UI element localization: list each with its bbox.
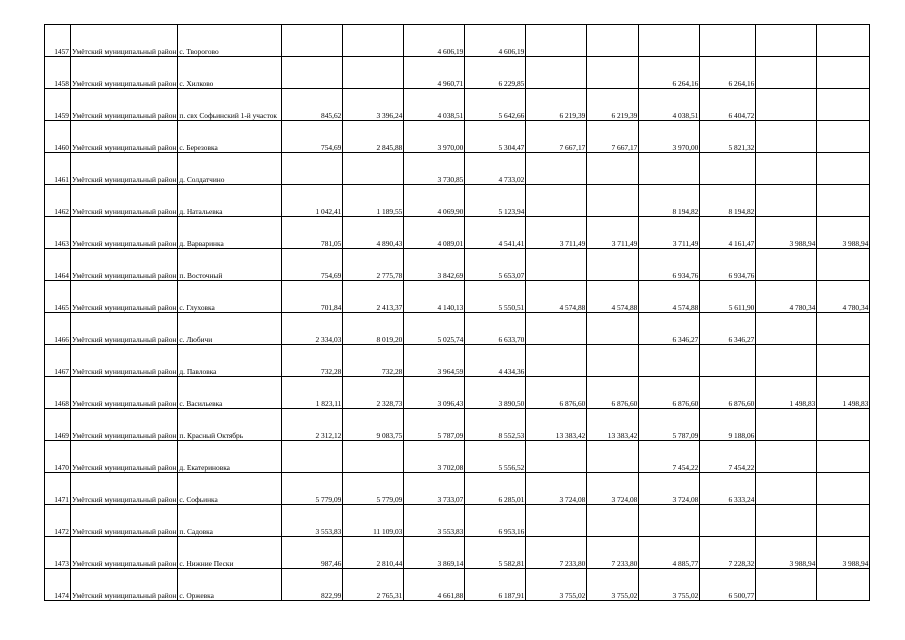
value-col-3: 5 025,74 — [404, 313, 465, 345]
value-col-6 — [587, 441, 639, 473]
value-col-3: 3 553,83 — [404, 505, 465, 537]
value-col-6 — [587, 313, 639, 345]
value-col-9: 4 780,34 — [756, 281, 817, 313]
value-col-5: 3 755,02 — [526, 569, 587, 601]
value-col-9 — [756, 249, 817, 281]
value-col-3: 4 069,90 — [404, 185, 465, 217]
value-col-9 — [756, 409, 817, 441]
table-row — [45, 473, 870, 505]
value-col-8: 8 194,82 — [700, 185, 756, 217]
value-col-6 — [587, 249, 639, 281]
value-col-7: 3 711,49 — [639, 217, 700, 249]
value-col-2 — [343, 25, 404, 57]
value-col-3: 3 869,14 — [404, 537, 465, 569]
value-col-8: 5 611,90 — [700, 281, 756, 313]
value-col-10 — [817, 57, 870, 89]
value-col-10 — [817, 153, 870, 185]
value-col-5 — [526, 57, 587, 89]
value-col-7 — [639, 153, 700, 185]
value-col-10 — [817, 569, 870, 601]
settlement-name: с. Глуховка — [178, 281, 282, 313]
table-row — [45, 185, 870, 217]
value-col-6: 6 219,39 — [587, 89, 639, 121]
row-number: 1457 — [45, 25, 71, 57]
value-col-2: 2 775,78 — [343, 249, 404, 281]
value-col-6 — [587, 185, 639, 217]
value-col-2: 2 765,31 — [343, 569, 404, 601]
value-col-8: 7 228,32 — [700, 537, 756, 569]
row-number: 1466 — [45, 313, 71, 345]
value-col-4: 8 552,53 — [465, 409, 526, 441]
value-col-7: 6 346,27 — [639, 313, 700, 345]
value-col-5 — [526, 345, 587, 377]
settlement-name: д. Солдатчино — [178, 153, 282, 185]
value-col-2: 4 890,43 — [343, 217, 404, 249]
value-col-7: 6 264,16 — [639, 57, 700, 89]
value-col-3: 3 842,69 — [404, 249, 465, 281]
row-number: 1468 — [45, 377, 71, 409]
value-col-7: 5 787,09 — [639, 409, 700, 441]
value-col-9: 3 988,94 — [756, 217, 817, 249]
value-col-3: 4 960,71 — [404, 57, 465, 89]
value-col-10: 3 988,94 — [817, 537, 870, 569]
value-col-8 — [700, 505, 756, 537]
value-col-2: 5 779,09 — [343, 473, 404, 505]
value-col-4: 5 653,07 — [465, 249, 526, 281]
value-col-2 — [343, 441, 404, 473]
row-number: 1469 — [45, 409, 71, 441]
district-name: Умётский муниципальный район — [71, 153, 178, 185]
value-col-2: 1 189,55 — [343, 185, 404, 217]
value-col-2 — [343, 153, 404, 185]
value-col-4: 5 556,52 — [465, 441, 526, 473]
value-col-3: 4 661,88 — [404, 569, 465, 601]
value-col-8: 6 346,27 — [700, 313, 756, 345]
row-number: 1464 — [45, 249, 71, 281]
value-col-3: 3 733,07 — [404, 473, 465, 505]
value-col-6: 3 755,02 — [587, 569, 639, 601]
value-col-5: 4 574,88 — [526, 281, 587, 313]
value-col-5 — [526, 25, 587, 57]
value-col-8: 6 876,60 — [700, 377, 756, 409]
value-col-4: 4 606,19 — [465, 25, 526, 57]
value-col-3: 3 702,08 — [404, 441, 465, 473]
table-row — [45, 537, 870, 569]
value-col-2: 11 109,03 — [343, 505, 404, 537]
district-name: Умётский муниципальный район — [71, 537, 178, 569]
value-col-9 — [756, 153, 817, 185]
table-row — [45, 25, 870, 57]
value-col-7 — [639, 345, 700, 377]
table-row — [45, 89, 870, 121]
value-col-5 — [526, 185, 587, 217]
value-col-2: 3 396,24 — [343, 89, 404, 121]
value-col-10 — [817, 185, 870, 217]
district-name: Умётский муниципальный район — [71, 249, 178, 281]
value-col-6 — [587, 25, 639, 57]
value-col-1: 845,62 — [282, 89, 343, 121]
value-col-5 — [526, 441, 587, 473]
row-number: 1462 — [45, 185, 71, 217]
value-col-7: 4 038,51 — [639, 89, 700, 121]
value-col-5 — [526, 313, 587, 345]
value-col-6: 7 233,80 — [587, 537, 639, 569]
value-col-8: 6 934,76 — [700, 249, 756, 281]
table-row — [45, 281, 870, 313]
district-name: Умётский муниципальный район — [71, 185, 178, 217]
settlement-name: с. Творогово — [178, 25, 282, 57]
value-col-8: 6 404,72 — [700, 89, 756, 121]
table-row — [45, 345, 870, 377]
value-col-10: 1 498,83 — [817, 377, 870, 409]
value-col-7 — [639, 505, 700, 537]
value-col-1: 987,46 — [282, 537, 343, 569]
value-col-9 — [756, 185, 817, 217]
row-number: 1472 — [45, 505, 71, 537]
value-col-9 — [756, 569, 817, 601]
value-col-4: 6 633,70 — [465, 313, 526, 345]
value-col-6: 3 724,08 — [587, 473, 639, 505]
value-col-3: 4 140,13 — [404, 281, 465, 313]
table-row — [45, 441, 870, 473]
value-col-5: 6 876,60 — [526, 377, 587, 409]
value-col-3: 4 606,19 — [404, 25, 465, 57]
settlement-name: с. Березовка — [178, 121, 282, 153]
value-col-7 — [639, 25, 700, 57]
value-col-9 — [756, 345, 817, 377]
value-col-4: 5 642,66 — [465, 89, 526, 121]
value-col-9 — [756, 473, 817, 505]
value-col-6 — [587, 505, 639, 537]
value-col-7: 3 970,00 — [639, 121, 700, 153]
value-col-5: 3 711,49 — [526, 217, 587, 249]
value-col-1: 732,28 — [282, 345, 343, 377]
settlement-name: д. Павловка — [178, 345, 282, 377]
value-col-2: 2 413,37 — [343, 281, 404, 313]
value-col-10: 4 780,34 — [817, 281, 870, 313]
value-col-8: 5 821,32 — [700, 121, 756, 153]
value-col-9: 1 498,83 — [756, 377, 817, 409]
value-col-6: 3 711,49 — [587, 217, 639, 249]
value-col-4: 5 123,94 — [465, 185, 526, 217]
value-col-6 — [587, 153, 639, 185]
table-row — [45, 377, 870, 409]
value-col-6 — [587, 345, 639, 377]
table-row — [45, 409, 870, 441]
value-col-5: 6 219,39 — [526, 89, 587, 121]
value-col-10 — [817, 249, 870, 281]
table-row — [45, 505, 870, 537]
district-name: Умётский муниципальный район — [71, 121, 178, 153]
value-col-5: 7 233,80 — [526, 537, 587, 569]
value-col-1 — [282, 441, 343, 473]
value-col-1: 701,84 — [282, 281, 343, 313]
value-col-3: 3 096,43 — [404, 377, 465, 409]
settlement-name: д. Екатериновка — [178, 441, 282, 473]
value-col-1: 754,69 — [282, 121, 343, 153]
value-col-4: 3 890,50 — [465, 377, 526, 409]
value-col-4: 6 953,16 — [465, 505, 526, 537]
value-col-5: 3 724,08 — [526, 473, 587, 505]
district-name: Умётский муниципальный район — [71, 473, 178, 505]
table-row — [45, 313, 870, 345]
district-name: Умётский муниципальный район — [71, 569, 178, 601]
value-col-8 — [700, 153, 756, 185]
value-col-9 — [756, 441, 817, 473]
value-col-1: 1 823,11 — [282, 377, 343, 409]
value-col-1 — [282, 57, 343, 89]
table-row — [45, 249, 870, 281]
value-col-8: 4 161,47 — [700, 217, 756, 249]
value-col-8: 6 264,16 — [700, 57, 756, 89]
value-col-2: 8 019,20 — [343, 313, 404, 345]
settlement-name: п. Восточный — [178, 249, 282, 281]
value-col-7: 4 885,77 — [639, 537, 700, 569]
settlement-name: д. Варваринка — [178, 217, 282, 249]
district-name: Умётский муниципальный район — [71, 377, 178, 409]
row-number: 1474 — [45, 569, 71, 601]
row-number: 1463 — [45, 217, 71, 249]
value-col-6: 7 667,17 — [587, 121, 639, 153]
row-number: 1465 — [45, 281, 71, 313]
value-col-1 — [282, 25, 343, 57]
value-col-4: 5 550,51 — [465, 281, 526, 313]
value-col-10 — [817, 505, 870, 537]
district-name: Умётский муниципальный район — [71, 505, 178, 537]
settlement-name: с. Хилково — [178, 57, 282, 89]
value-col-9: 3 988,94 — [756, 537, 817, 569]
district-name: Умётский муниципальный район — [71, 217, 178, 249]
settlement-name: с. Нижние Пески — [178, 537, 282, 569]
value-col-10 — [817, 345, 870, 377]
district-name: Умётский муниципальный район — [71, 25, 178, 57]
table-row — [45, 121, 870, 153]
value-col-10 — [817, 473, 870, 505]
district-name: Умётский муниципальный район — [71, 313, 178, 345]
value-col-9 — [756, 121, 817, 153]
value-col-3: 3 964,59 — [404, 345, 465, 377]
value-col-5 — [526, 153, 587, 185]
value-col-9 — [756, 57, 817, 89]
settlement-name: п. свх Софьинский 1-й участок — [178, 89, 282, 121]
district-name: Умётский муниципальный район — [71, 281, 178, 313]
value-col-3: 3 730,85 — [404, 153, 465, 185]
value-col-8: 7 454,22 — [700, 441, 756, 473]
value-col-3: 4 038,51 — [404, 89, 465, 121]
value-col-5 — [526, 249, 587, 281]
value-col-1: 781,05 — [282, 217, 343, 249]
value-col-5 — [526, 505, 587, 537]
value-col-10 — [817, 313, 870, 345]
settlement-name: д. Натальевка — [178, 185, 282, 217]
settlements-table — [44, 24, 870, 601]
value-col-7: 8 194,82 — [639, 185, 700, 217]
value-col-3: 3 970,00 — [404, 121, 465, 153]
value-col-8: 6 500,77 — [700, 569, 756, 601]
district-name: Умётский муниципальный район — [71, 441, 178, 473]
value-col-9 — [756, 89, 817, 121]
value-col-6: 4 574,88 — [587, 281, 639, 313]
table-row — [45, 153, 870, 185]
value-col-3: 5 787,09 — [404, 409, 465, 441]
value-col-1: 3 553,83 — [282, 505, 343, 537]
value-col-10 — [817, 89, 870, 121]
value-col-7: 6 876,60 — [639, 377, 700, 409]
value-col-6: 6 876,60 — [587, 377, 639, 409]
value-col-2: 2 810,44 — [343, 537, 404, 569]
value-col-1: 2 312,12 — [282, 409, 343, 441]
district-name: Умётский муниципальный район — [71, 345, 178, 377]
value-col-3: 4 089,01 — [404, 217, 465, 249]
settlement-name: с. Софьинка — [178, 473, 282, 505]
value-col-10 — [817, 25, 870, 57]
settlement-name: с. Васильевка — [178, 377, 282, 409]
value-col-1: 2 334,03 — [282, 313, 343, 345]
value-col-2 — [343, 57, 404, 89]
value-col-8 — [700, 25, 756, 57]
value-col-4: 6 187,91 — [465, 569, 526, 601]
settlement-name: с. Оржевка — [178, 569, 282, 601]
value-col-10: 3 988,94 — [817, 217, 870, 249]
value-col-2: 732,28 — [343, 345, 404, 377]
district-name: Умётский муниципальный район — [71, 89, 178, 121]
table-row — [45, 217, 870, 249]
district-name: Умётский муниципальный район — [71, 409, 178, 441]
settlement-name: с. Любичи — [178, 313, 282, 345]
value-col-4: 4 541,41 — [465, 217, 526, 249]
row-number: 1467 — [45, 345, 71, 377]
row-number: 1470 — [45, 441, 71, 473]
value-col-4: 5 304,47 — [465, 121, 526, 153]
value-col-4: 4 733,02 — [465, 153, 526, 185]
settlement-name: п. Садовка — [178, 505, 282, 537]
value-col-1: 1 042,41 — [282, 185, 343, 217]
table-row — [45, 569, 870, 601]
value-col-1 — [282, 153, 343, 185]
row-number: 1460 — [45, 121, 71, 153]
value-col-1: 5 779,09 — [282, 473, 343, 505]
value-col-6 — [587, 57, 639, 89]
value-col-10 — [817, 121, 870, 153]
settlement-name: п. Красный Октябрь — [178, 409, 282, 441]
value-col-5: 7 667,17 — [526, 121, 587, 153]
district-name: Умётский муниципальный район — [71, 57, 178, 89]
value-col-1: 822,99 — [282, 569, 343, 601]
row-number: 1471 — [45, 473, 71, 505]
value-col-9 — [756, 313, 817, 345]
value-col-2: 2 845,88 — [343, 121, 404, 153]
value-col-10 — [817, 441, 870, 473]
value-col-2: 9 083,75 — [343, 409, 404, 441]
value-col-10 — [817, 409, 870, 441]
table-row — [45, 57, 870, 89]
value-col-4: 5 582,81 — [465, 537, 526, 569]
value-col-4: 6 229,85 — [465, 57, 526, 89]
value-col-2: 2 328,73 — [343, 377, 404, 409]
value-col-5: 13 383,42 — [526, 409, 587, 441]
value-col-8: 6 333,24 — [700, 473, 756, 505]
value-col-7: 3 724,08 — [639, 473, 700, 505]
value-col-7: 4 574,88 — [639, 281, 700, 313]
value-col-7: 3 755,02 — [639, 569, 700, 601]
value-col-6: 13 383,42 — [587, 409, 639, 441]
value-col-4: 6 285,01 — [465, 473, 526, 505]
value-col-1: 754,69 — [282, 249, 343, 281]
value-col-7: 6 934,76 — [639, 249, 700, 281]
value-col-9 — [756, 505, 817, 537]
value-col-4: 4 434,36 — [465, 345, 526, 377]
value-col-8 — [700, 345, 756, 377]
row-number: 1461 — [45, 153, 71, 185]
row-number: 1473 — [45, 537, 71, 569]
value-col-7: 7 454,22 — [639, 441, 700, 473]
row-number: 1459 — [45, 89, 71, 121]
value-col-9 — [756, 25, 817, 57]
value-col-8: 9 188,06 — [700, 409, 756, 441]
row-number: 1458 — [45, 57, 71, 89]
